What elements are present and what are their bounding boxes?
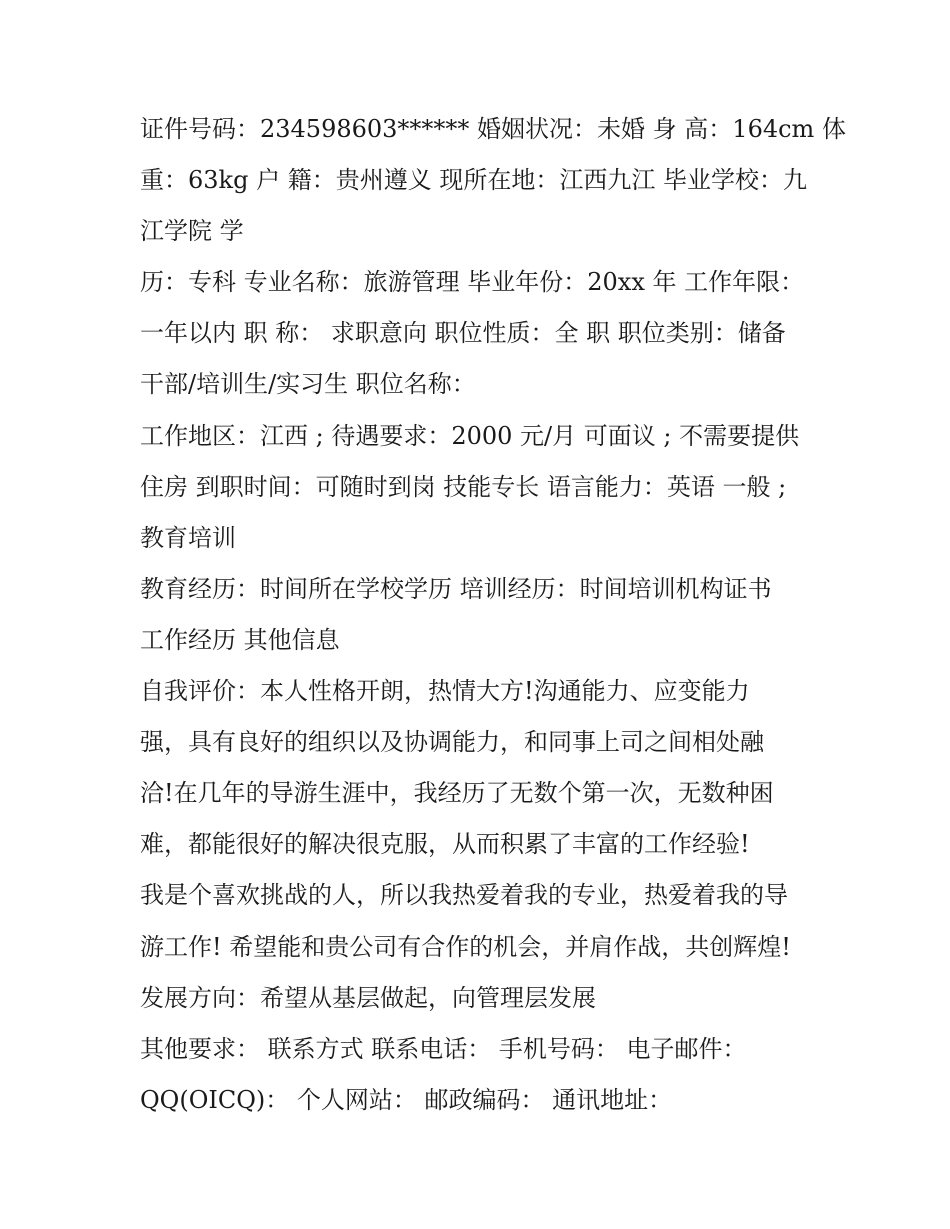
text-line-weight-hometown-school: 重：63kg 户 籍：贵州遵义 现所在地：江西九江 毕业学校：九 — [140, 166, 807, 195]
text-line-self-evaluation-4: 难，都能很好的解决很克服，从而积累了丰富的工作经验! — [140, 830, 750, 859]
text-line-education-history: 教育经历：时间所在学校学历 培训经历：时间培训机构证书 — [140, 574, 772, 603]
text-line-self-evaluation-5: 我是个喜欢挑战的人，所以我热爱着我的专业，热爱着我的导 — [140, 881, 788, 910]
text-line-id-marital-height: 证件号码：234598603****** 婚姻状况：未婚 身 高：164cm 体 — [140, 115, 846, 143]
text-line-experience-title: 一年以内 职 称： 求职意向 职位性质：全 职 职位类别：储备 — [140, 319, 786, 348]
text-line-qq-website-address: QQ(OICQ)： 个人网站： 邮政编码： 通讯地址： — [140, 1085, 673, 1114]
text-line-housing-skills: 住房 到职时间：可随时到岗 技能专长 语言能力：英语 一般 ; — [140, 472, 787, 501]
text-line-education-training-heading: 教育培训 — [140, 523, 236, 552]
text-line-other-requirements-contact: 其他要求： 联系方式 联系电话： 手机号码： 电子邮件： — [140, 1034, 747, 1063]
text-line-self-evaluation-3: 洽!在几年的导游生涯中，我经历了无数个第一次，无数种困 — [140, 779, 774, 808]
text-line-education-major: 历：专科 专业名称：旅游管理 毕业年份：20xx 年 工作年限： — [140, 268, 805, 297]
text-line-self-evaluation-1: 自我评价：本人性格开朗，热情大方!沟通能力、应变能力 — [140, 677, 750, 706]
text-line-career-direction: 发展方向：希望从基层做起，向管理层发展 — [140, 983, 596, 1012]
text-line-self-evaluation-2: 强，具有良好的组织以及协调能力，和同事上司之间相处融 — [140, 728, 764, 757]
text-line-work-history: 工作经历 其他信息 — [140, 625, 340, 654]
text-line-position-category: 干部/培训生/实习生 职位名称： — [140, 370, 476, 399]
text-line-self-evaluation-6: 游工作! 希望能和贵公司有合作的机会，并肩作战，共创辉煌! — [140, 932, 791, 961]
text-line-school-cont: 江学院 学 — [140, 217, 244, 246]
resume-text-block — [140, 104, 846, 1126]
text-line-work-area-salary: 工作地区：江西 ; 待遇要求：2000 元/月 可面议 ; 不需要提供 — [140, 421, 800, 450]
